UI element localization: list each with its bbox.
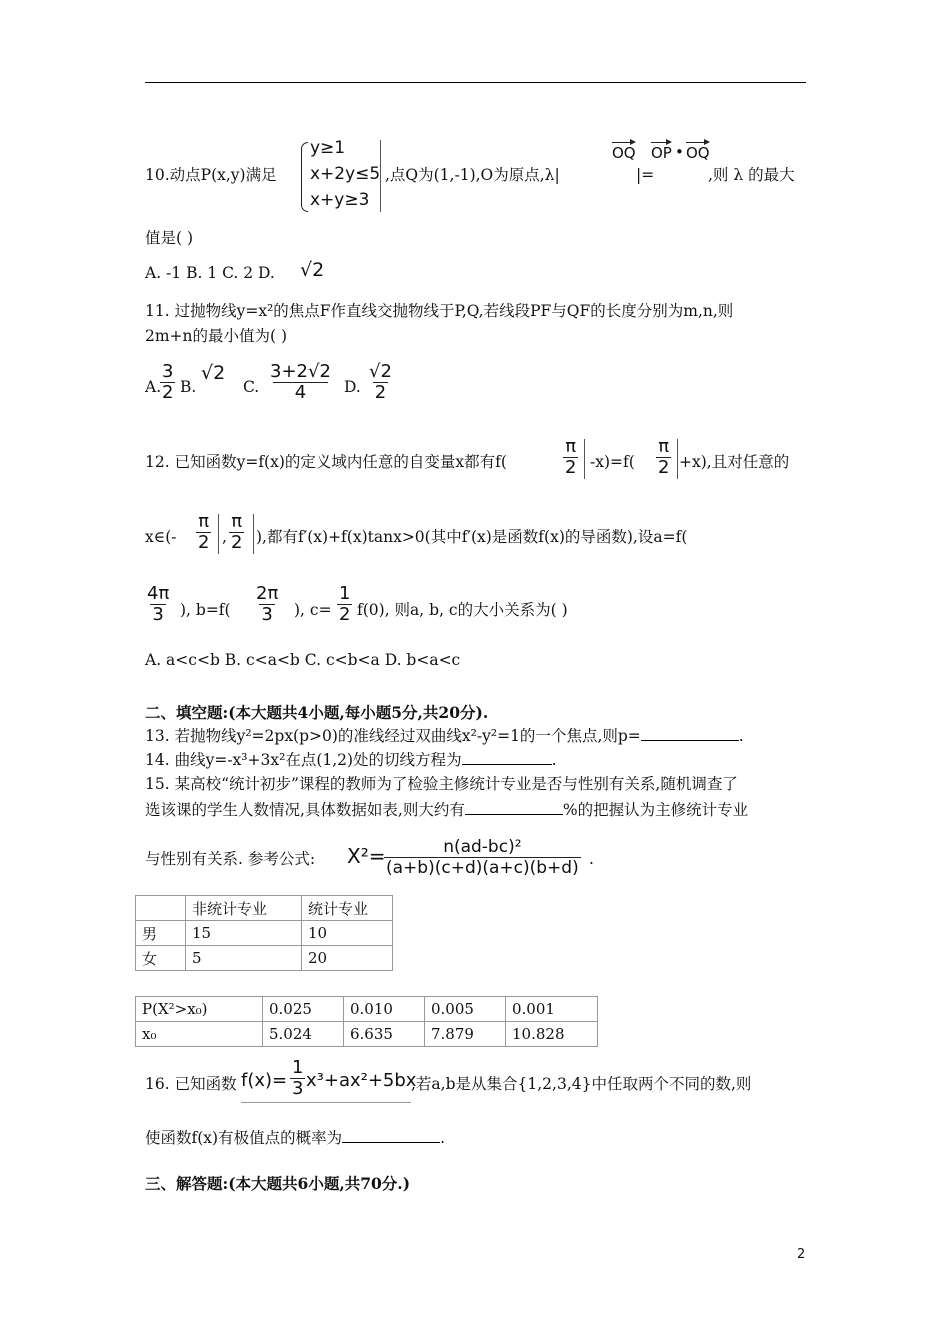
table-row bbox=[136, 921, 393, 946]
table-cell: 5 bbox=[186, 946, 302, 971]
q12-options: A. a<c<b B. c<a<b C. c<b<a D. b<a<c bbox=[145, 651, 461, 669]
table-cell: 男 bbox=[136, 921, 186, 946]
section2-heading: 二、填空题:(本大题共4小题,每小题5分,共20分). bbox=[145, 703, 489, 722]
q12-line3b: ), c= bbox=[294, 601, 332, 619]
q14-end: . bbox=[551, 751, 557, 769]
fc-num: 1 bbox=[339, 583, 351, 604]
q15-formula-end: . bbox=[589, 850, 594, 868]
table-cell: 0.025 bbox=[263, 997, 344, 1022]
vector-oq-label: OQ bbox=[612, 144, 636, 162]
q15-line2b: %的把握认为主修统计专业 bbox=[562, 801, 749, 819]
q11-fracD bbox=[367, 362, 394, 403]
q10-ineq-2: x+2y≤5 bbox=[310, 164, 381, 184]
q10-line2: 值是( ) bbox=[145, 229, 194, 247]
q12-line1a: 12. 已知函数y=f(x)的定义域内任意的自变量x都有f( bbox=[145, 453, 507, 471]
pi-den: 2 bbox=[231, 532, 243, 553]
q12-line2c: ),都有f′(x)+f(x)tanx>0(其中f′(x)是函数f(x)的导函数),设a=f( bbox=[256, 528, 688, 546]
table-cell: 0.010 bbox=[344, 997, 425, 1022]
q10-suffix: ,则 λ 的最大 bbox=[708, 166, 795, 184]
table-row bbox=[136, 946, 393, 971]
table-cell: 5.024 bbox=[263, 1022, 344, 1047]
q16-end: . bbox=[440, 1129, 446, 1147]
q10-inequality-system bbox=[301, 136, 383, 214]
q16-answer-blank[interactable] bbox=[342, 1126, 440, 1143]
q15-formula-lhs: X²= bbox=[347, 844, 386, 868]
fc-den: 2 bbox=[339, 604, 351, 625]
q16-line2-text: 使函数f(x)有极值点的概率为 bbox=[145, 1129, 343, 1147]
q12-line3c: f(0), 则a, b, c的大小关系为( ) bbox=[357, 601, 568, 619]
table-row bbox=[136, 1022, 598, 1047]
q12-line2b: , bbox=[222, 528, 227, 546]
q12-rule-c bbox=[218, 514, 219, 554]
table-cell: 10 bbox=[302, 921, 393, 946]
q15-line1: 15. 某高校“统计初步”课程的教师为了检验主修统计专业是否与性别有关系,随机调查了 bbox=[145, 775, 738, 793]
fb-den: 3 bbox=[261, 604, 273, 625]
q12-line2a: x∈(- bbox=[145, 528, 177, 546]
fracD-den: 2 bbox=[374, 382, 387, 403]
q10-mid: ,点Q为(1,-1),O为原点,λ| bbox=[385, 166, 560, 184]
table-cell: 20 bbox=[302, 946, 393, 971]
q10-vector-op bbox=[651, 143, 672, 162]
q16-func: f(x)= bbox=[241, 1070, 288, 1091]
pi-num: π bbox=[231, 511, 243, 532]
table-row bbox=[136, 896, 393, 921]
q11-optD: D. bbox=[344, 378, 361, 396]
data-table-critical-values bbox=[135, 996, 598, 1047]
brace-icon bbox=[301, 142, 308, 212]
table-cell: 女 bbox=[136, 946, 186, 971]
pi-num: π bbox=[198, 511, 210, 532]
q12-frac-4pi3 bbox=[145, 584, 171, 625]
fb-num: 2π bbox=[256, 583, 279, 604]
q11-line1: 11. 过抛物线y=x²的焦点F作直线交抛物线于P,Q,若线段PF与QF的长度分别为m,n,则 bbox=[145, 302, 734, 320]
q12-line1c: +x),且对任意的 bbox=[679, 453, 790, 471]
table-cell: 0.005 bbox=[425, 997, 506, 1022]
table-cell bbox=[136, 896, 186, 921]
fracA-num: 3 bbox=[162, 361, 174, 382]
q12-frac-neg-pi2 bbox=[196, 512, 211, 553]
vector-oq2-label: OQ bbox=[686, 144, 710, 162]
section3-heading: 三、解答题:(本大题共6小题,共70分.) bbox=[145, 1174, 411, 1193]
fracC-den: 4 bbox=[273, 382, 328, 403]
q13-answer-blank[interactable] bbox=[641, 724, 739, 741]
fr-den: 3 bbox=[292, 1078, 304, 1099]
q12-frac-pi2-a bbox=[563, 437, 578, 478]
q16-func2: x³+ax²+5bx bbox=[306, 1070, 417, 1091]
q13-body: 13. 若抛物线y²=2px(p>0)的准线经过双曲线x²-y²=1的一个焦点,则p= bbox=[145, 727, 641, 745]
q12-frac-pi2-c bbox=[229, 512, 244, 553]
table-cell: 0.001 bbox=[506, 997, 598, 1022]
q14-answer-blank[interactable] bbox=[462, 748, 552, 765]
q12-rule-a bbox=[584, 439, 585, 479]
page-number: 2 bbox=[797, 1247, 806, 1262]
q13-text bbox=[145, 724, 744, 747]
q10-system-rule bbox=[380, 140, 381, 212]
data-table-gender-major bbox=[135, 895, 393, 971]
vector-op-label: OP bbox=[651, 144, 672, 162]
pi-num: π bbox=[658, 436, 670, 457]
q15-formula-fraction bbox=[384, 837, 581, 878]
table-cell: 6.635 bbox=[344, 1022, 425, 1047]
q11-fracA bbox=[160, 362, 175, 403]
fracD-num: √2 bbox=[369, 361, 392, 382]
table-cell: P(X²>x₀) bbox=[136, 997, 263, 1022]
q10-dot: • bbox=[675, 143, 684, 161]
q12-frac-half bbox=[337, 584, 352, 625]
pi-den: 2 bbox=[565, 457, 577, 478]
q10-options: A. -1 B. 1 C. 2 D. bbox=[145, 264, 275, 282]
q10-vector-oq2 bbox=[686, 143, 710, 162]
q16-frac-third bbox=[290, 1058, 305, 1099]
q12-frac-pi2-b bbox=[656, 437, 671, 478]
q14-body: 14. 曲线y=-x³+3x²在点(1,2)处的切线方程为 bbox=[145, 751, 462, 769]
q11-optC: C. bbox=[243, 378, 260, 396]
table-cell: 15 bbox=[186, 921, 302, 946]
q16-line2 bbox=[145, 1126, 445, 1149]
q10-sqrt2: √2 bbox=[300, 259, 325, 281]
q11-sqrtB: √2 bbox=[201, 362, 226, 384]
q16-formula-rule bbox=[241, 1102, 411, 1103]
q16-prefix: 16. 已知函数 bbox=[145, 1075, 237, 1093]
q14-text bbox=[145, 748, 557, 771]
table-cell: 7.879 bbox=[425, 1022, 506, 1047]
fracA-den: 2 bbox=[162, 382, 174, 403]
q12-rule-d bbox=[253, 514, 254, 554]
table-cell: 10.828 bbox=[506, 1022, 598, 1047]
fr-num: 1 bbox=[292, 1057, 304, 1078]
formula-den: (a+b)(c+d)(a+c)(b+d) bbox=[386, 858, 579, 878]
pi-num: π bbox=[565, 436, 577, 457]
q15-line3: 与性别有关系. 参考公式: bbox=[145, 850, 316, 868]
table-row bbox=[136, 997, 598, 1022]
q12-line1b: -x)=f( bbox=[590, 453, 635, 471]
q12-line3a: ), b=f( bbox=[180, 601, 231, 619]
q10-ineq-3: x+y≥3 bbox=[310, 190, 370, 210]
fracC-num: 3+2√2 bbox=[270, 361, 331, 382]
formula-num: n(ad-bc)² bbox=[443, 837, 522, 857]
fa-den: 3 bbox=[152, 604, 164, 625]
q12-frac-2pi3 bbox=[254, 584, 280, 625]
header-rule bbox=[145, 82, 806, 83]
pi-den: 2 bbox=[658, 457, 670, 478]
q15-line2a: 选该课的学生人数情况,具体数据如表,则大约有 bbox=[145, 801, 465, 819]
q13-end: . bbox=[738, 727, 744, 745]
q10-eq: |= bbox=[636, 166, 655, 184]
fa-num: 4π bbox=[147, 583, 170, 604]
q10-prefix: 10.动点P(x,y)满足 bbox=[145, 166, 277, 184]
q12-rule-b bbox=[677, 439, 678, 479]
q11-optB: B. bbox=[180, 378, 197, 396]
q16-suffix: ,若a,b是从集合{1,2,3,4}中任取两个不同的数,则 bbox=[411, 1075, 752, 1093]
q10-ineq-1: y≥1 bbox=[310, 138, 346, 158]
q11-fracC bbox=[268, 362, 333, 403]
q11-optA: A. bbox=[145, 378, 162, 396]
pi-den: 2 bbox=[198, 532, 210, 553]
table-cell: x₀ bbox=[136, 1022, 263, 1047]
table-cell: 统计专业 bbox=[302, 896, 393, 921]
q15-line2 bbox=[145, 798, 748, 821]
q11-line2: 2m+n的最小值为( ) bbox=[145, 327, 288, 345]
q10-vector-oq bbox=[612, 143, 636, 162]
q15-answer-blank[interactable] bbox=[465, 798, 563, 815]
table-cell: 非统计专业 bbox=[186, 896, 302, 921]
